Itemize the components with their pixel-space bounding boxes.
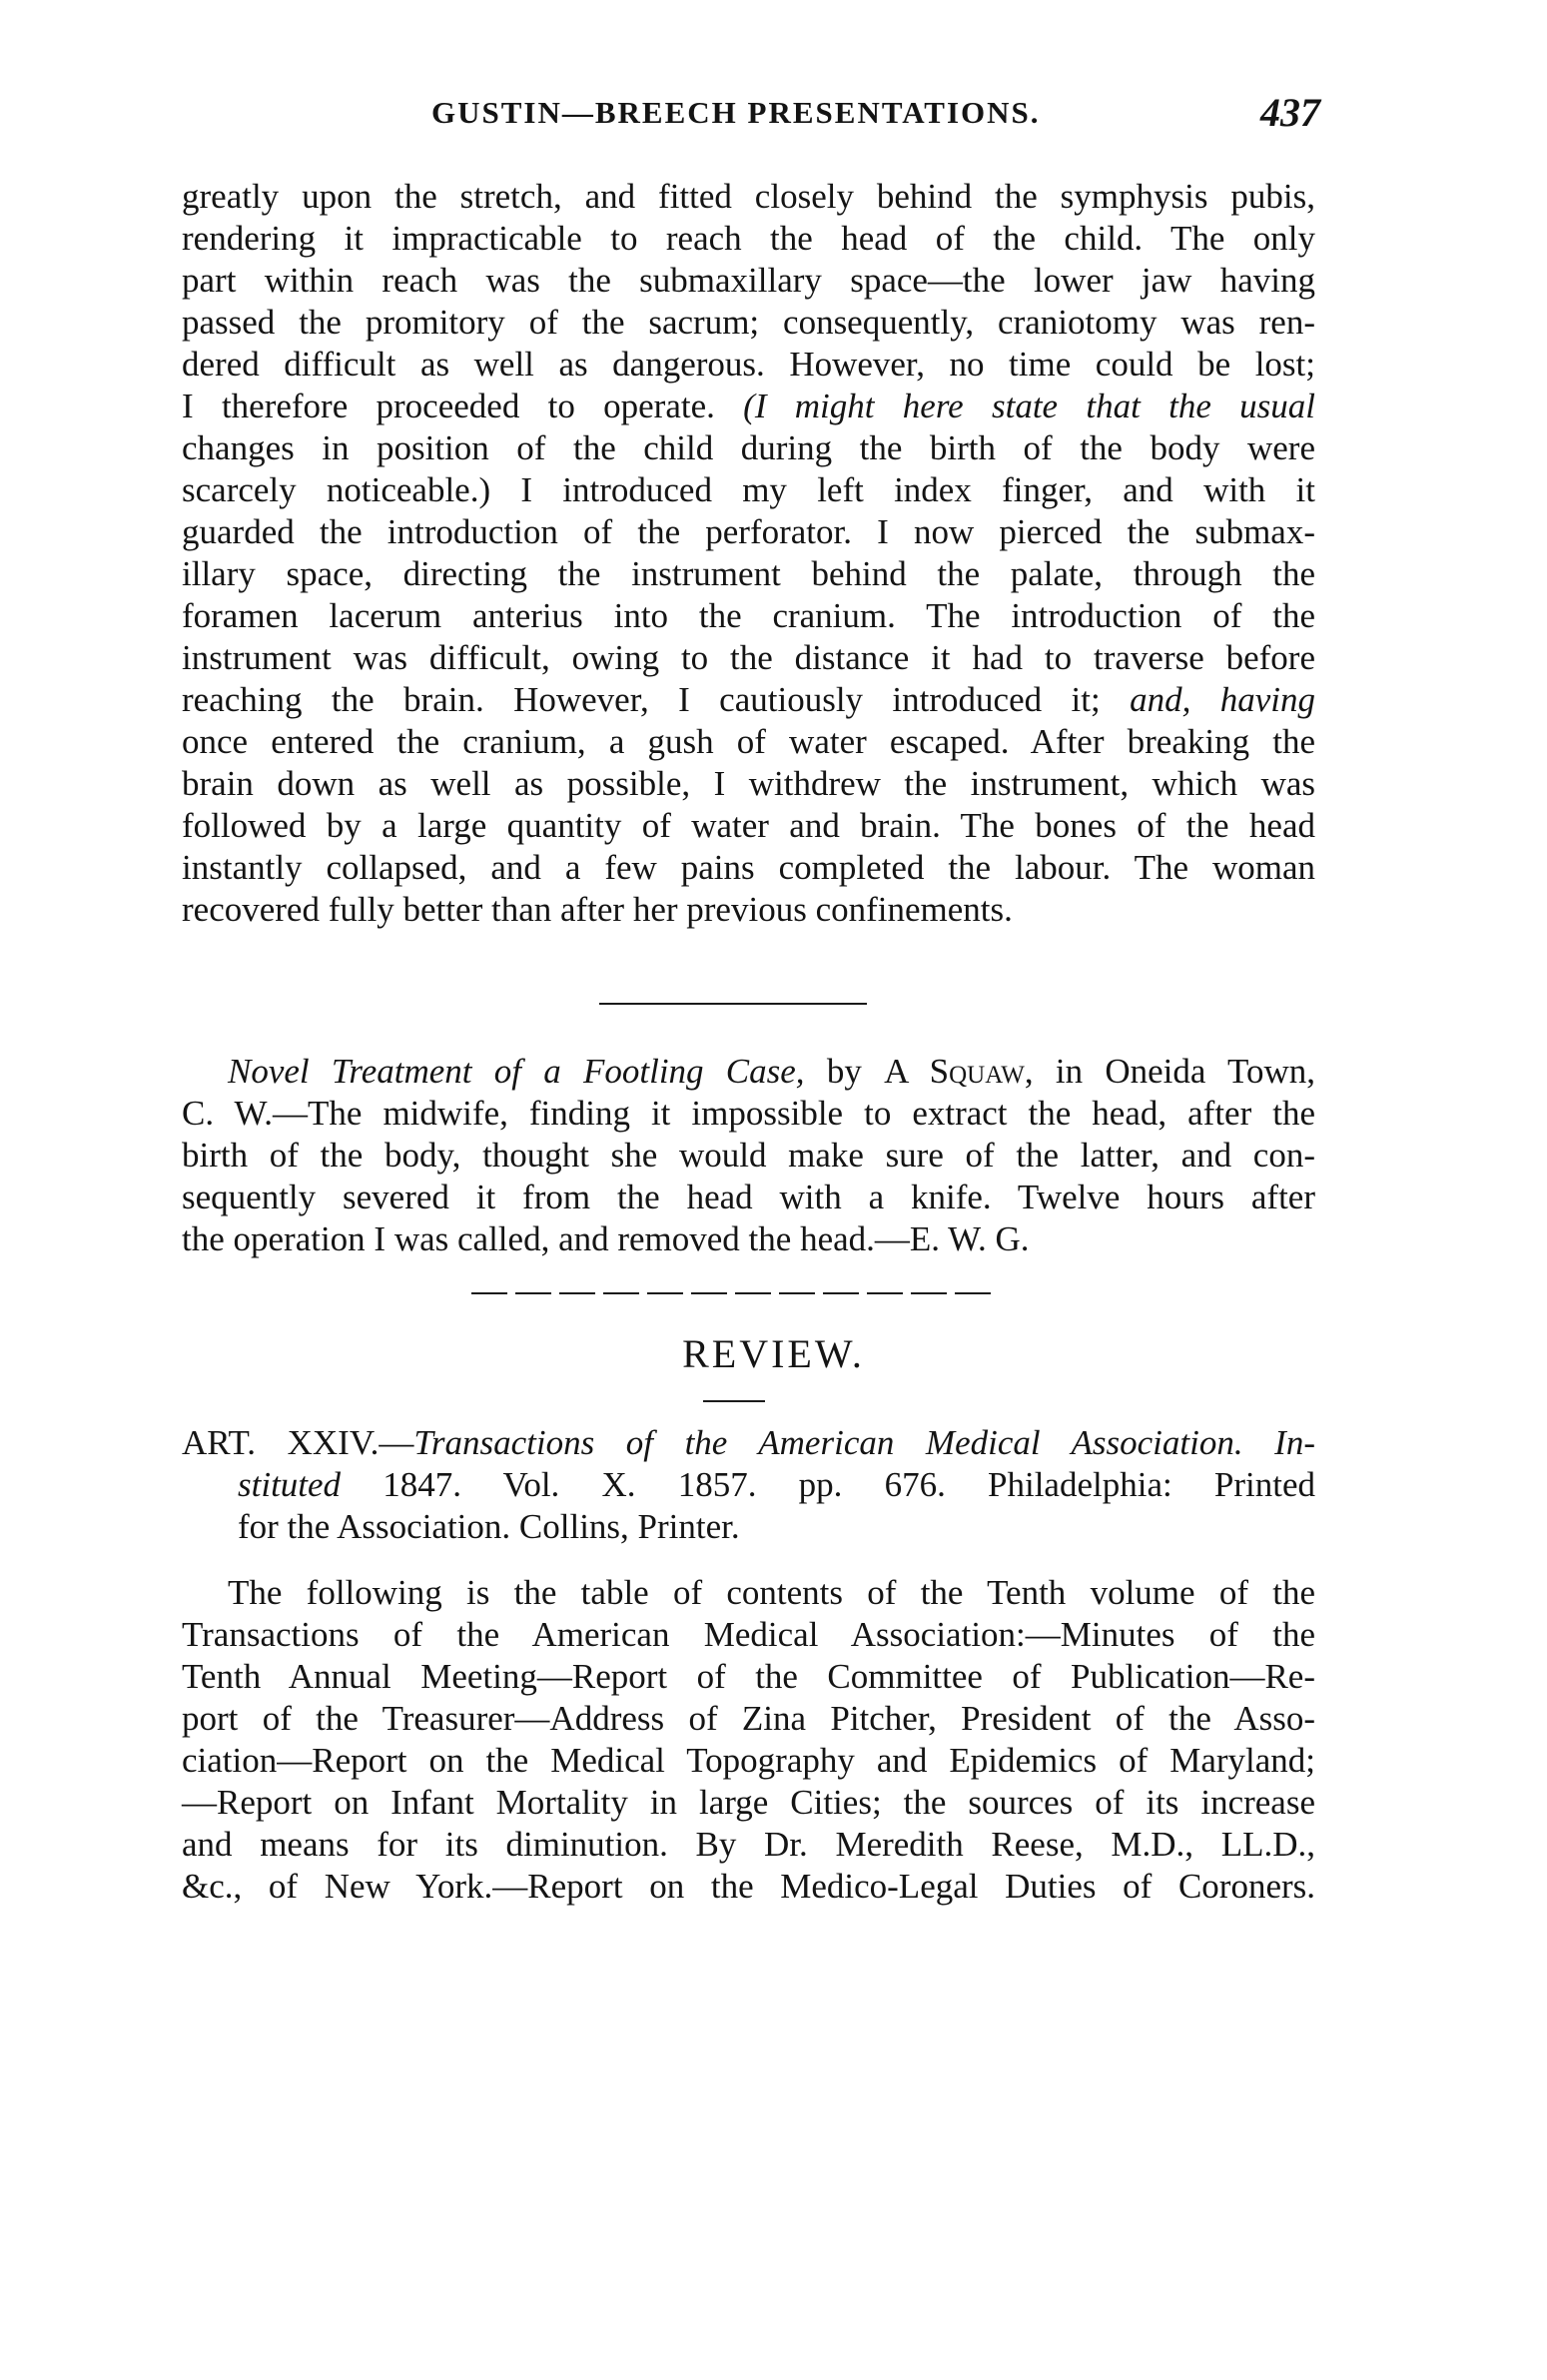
article-citation-line: for the Association. Collins, Printer. (238, 1507, 740, 1546)
text-segment: stituted (238, 1465, 342, 1504)
text-segment: reaching the brain. However, I cautiously introduced it; (182, 680, 1101, 719)
section-heading: REVIEW. (682, 1331, 865, 1376)
text-line: The following is the table of contents of the Tenth volume of the (228, 1573, 1315, 1612)
text-line: port of the Treasurer—Address of Zina Pitcher, President of the Asso- (182, 1699, 1315, 1738)
text-line: instrument was difficult, owing to the distance it had to traverse before (182, 638, 1315, 677)
text-line: guarded the introduction of the perforator. I now pierced the submax- (182, 512, 1315, 551)
text-line (182, 386, 1315, 427)
italic-segment: (I might here state that the usual (743, 387, 1316, 425)
article-label: ART. XXIV.— (182, 1423, 414, 1462)
page-number: 437 (1260, 90, 1320, 135)
text-segment: in Oneida Town, (1055, 1052, 1316, 1091)
text-line: C. W.—The midwife, finding it impossible to extract the head, after the (182, 1094, 1315, 1133)
text-line: once entered the cranium, a gush of water escaped. After breaking the (182, 722, 1315, 761)
article-citation-line (182, 1422, 1315, 1464)
italic-segment: and, having (1130, 680, 1316, 719)
author: A Squaw, (884, 1052, 1034, 1091)
section-divider (599, 1003, 867, 1005)
section-divider (471, 1292, 991, 1294)
text-line: &c., of New York.—Report on the Medico-Legal Duties of Coroners. (182, 1867, 1315, 1906)
text-line: greatly upon the stretch, and fitted closely behind the symphysis pubis, (182, 177, 1315, 216)
text-line: instantly collapsed, and a few pains completed the labour. The woman (182, 848, 1315, 887)
text-line: dered difficult as well as dangerous. However, no time could be lost; (182, 345, 1315, 384)
text-line (228, 1051, 1315, 1093)
text-line: Tenth Annual Meeting—Report of the Committee of Publication—Re- (182, 1657, 1315, 1696)
text-line: the operation I was called, and removed the head.—E. W. G. (182, 1219, 1030, 1258)
heading-rule (703, 1400, 765, 1402)
text-line: Transactions of the American Medical Association:—Minutes of the (182, 1615, 1315, 1654)
text-segment: by (826, 1052, 862, 1091)
text-line: rendering it impracticable to reach the head of the child. The only (182, 219, 1315, 258)
text-line: foramen lacerum anterius into the cranium. The introduction of the (182, 596, 1315, 635)
text-line: and means for its diminution. By Dr. Meredith Reese, M.D., LL.D., (182, 1825, 1315, 1864)
text-line: ciation—Report on the Medical Topography and Epidemics of Maryland; (182, 1741, 1315, 1780)
page-header (182, 90, 1320, 145)
article-citation-line (238, 1464, 1315, 1506)
text-line: sequently severed it from the head with a knife. Twelve hours after (182, 1178, 1315, 1216)
text-line: illary space, directing the instrument behind the palate, through the (182, 554, 1315, 593)
text-segment: 1847. Vol. X. 1857. pp. 676. Philadelphia: Printed (383, 1465, 1315, 1504)
text-line: passed the promitory of the sacrum; consequently, craniotomy was ren- (182, 303, 1315, 342)
text-line (182, 679, 1315, 721)
text-line: scarcely noticeable.) I introduced my left index finger, and with it (182, 470, 1315, 509)
text-line: part within reach was the submaxillary space—the lower jaw having (182, 261, 1315, 300)
text-line: recovered fully better than after her previous confinements. (182, 890, 1013, 929)
section-title: Novel Treatment of a Footling Case, (228, 1052, 805, 1091)
text-line: changes in position of the child during the birth of the body were (182, 428, 1315, 467)
text-line: followed by a large quantity of water and brain. The bones of the head (182, 806, 1315, 845)
article-title: Transactions of the American Medical Association. In- (413, 1423, 1315, 1462)
text-line: birth of the body, thought she would make sure of the latter, and con- (182, 1136, 1315, 1175)
text-segment: I therefore proceeded to operate. (182, 387, 715, 425)
text-line: —Report on Infant Mortality in large Cities; the sources of its increase (182, 1783, 1315, 1822)
running-head: GUSTIN—BREECH PRESENTATIONS. (431, 95, 1041, 130)
text-line: brain down as well as possible, I withdrew the instrument, which was (182, 764, 1315, 803)
